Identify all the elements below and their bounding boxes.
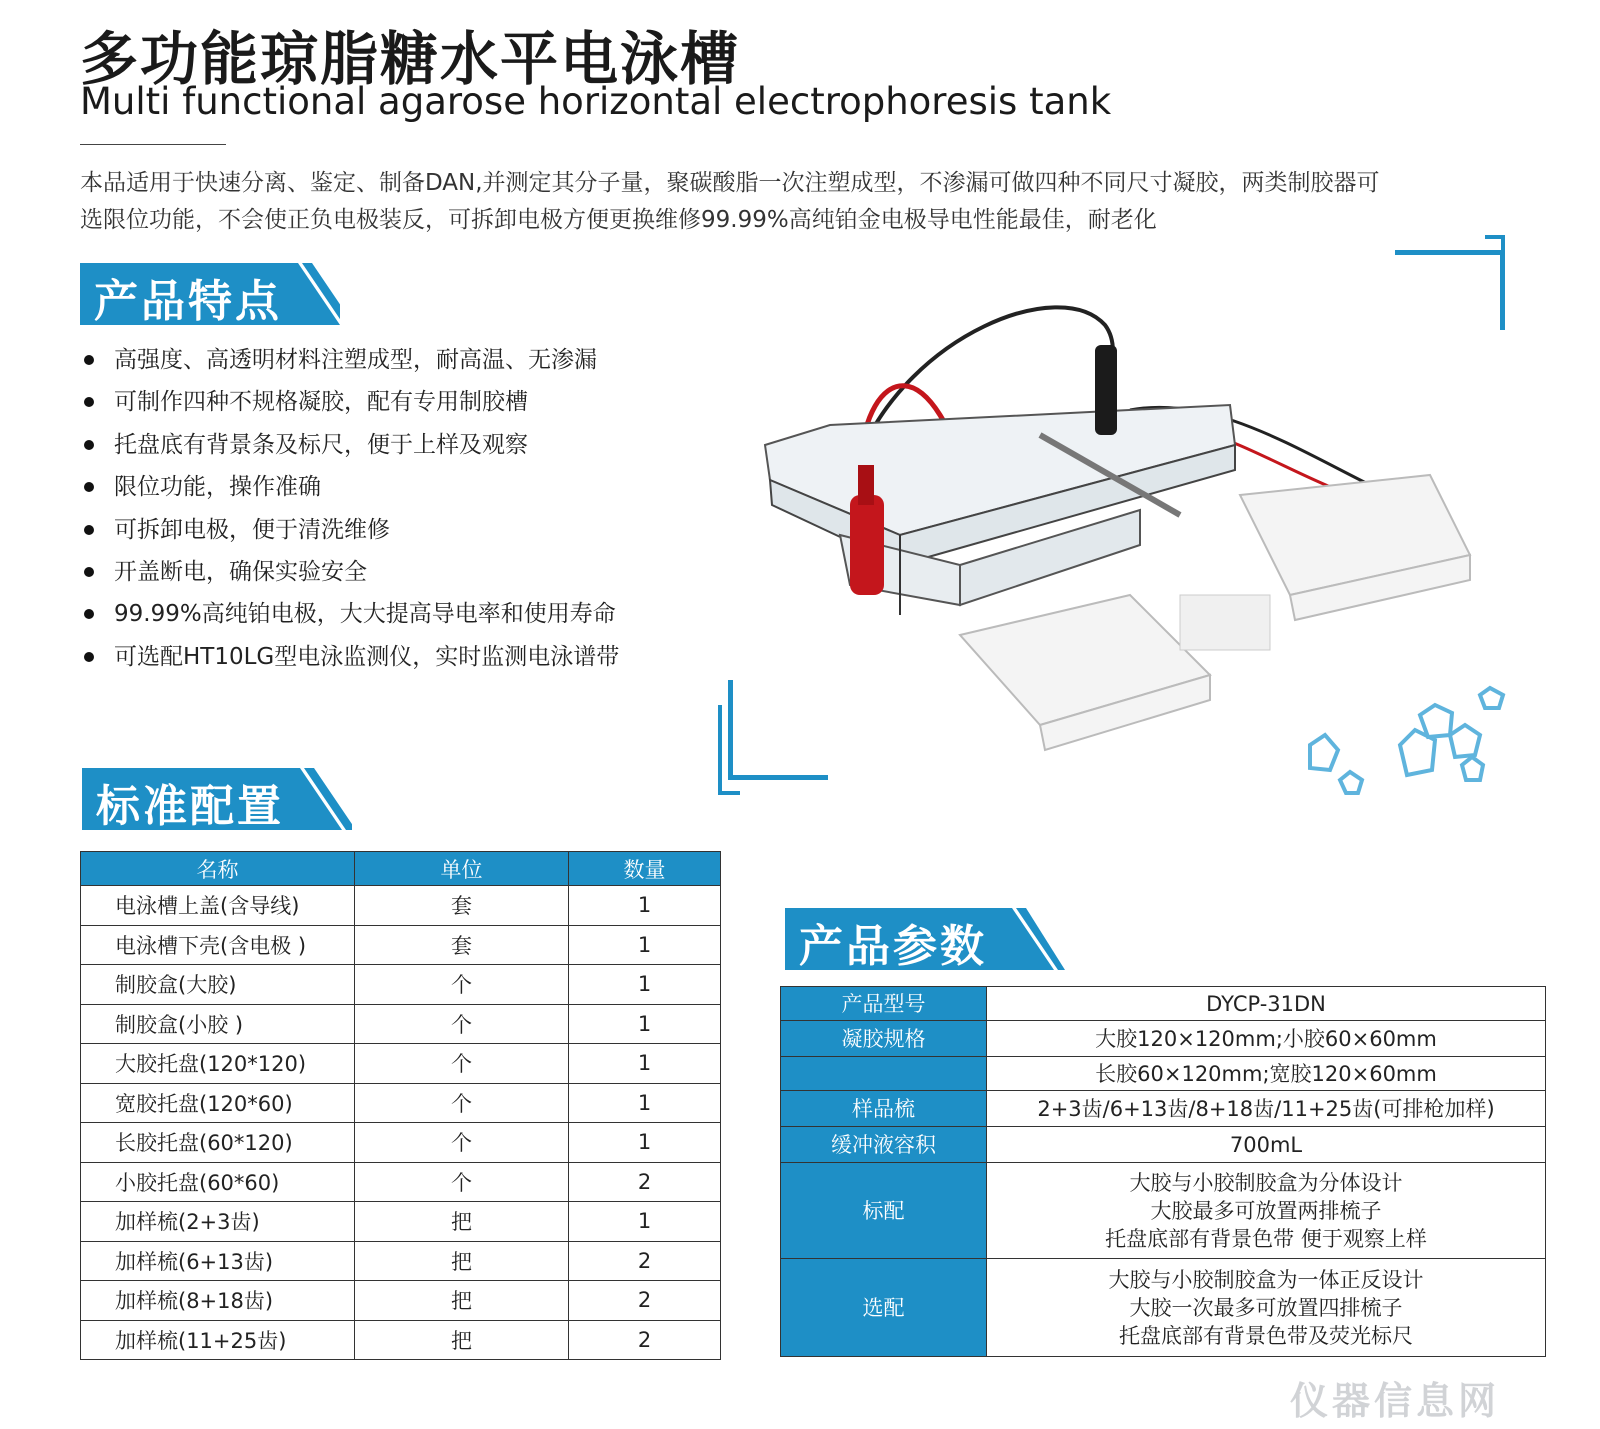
feature-item — [82, 345, 619, 387]
param-value-cell — [987, 987, 1546, 1021]
item-name-cell: 加样梳(6+13齿) — [81, 1241, 355, 1281]
bullet-icon — [84, 482, 94, 492]
feature-item — [82, 515, 619, 557]
table-row — [81, 1281, 721, 1321]
param-key-cell: 产品型号 — [781, 987, 987, 1021]
param-value-line: 2+3齿/6+13齿/8+18齿/11+25齿(可排枪加样) — [1037, 1096, 1495, 1121]
param-key-cell: 凝胶规格 — [781, 1021, 987, 1057]
intro-line: 选限位功能，不会使正负电极装反，可拆卸电极方便更换维修99.99%高纯铂金电极导电性能最佳，耐老化 — [80, 207, 1157, 233]
page-title-cn: 多功能琼脂糖水平电泳槽 — [80, 25, 741, 93]
table-header-row — [81, 852, 721, 886]
column-header: 数量 — [569, 852, 721, 886]
feature-item — [82, 430, 619, 472]
bullet-icon — [84, 525, 94, 535]
bullet-icon — [84, 397, 94, 407]
feature-text: 可制作四种不规格凝胶，配有专用制胶槽 — [114, 389, 528, 416]
hexagon-decoration — [1310, 688, 1503, 793]
config-heading-label: 标准配置 — [96, 781, 284, 832]
table-row — [781, 1259, 1546, 1357]
item-name-cell: 加样梳(11+25齿) — [81, 1320, 355, 1360]
features-list — [82, 345, 619, 684]
unit-cell: 个 — [355, 1004, 569, 1044]
param-key-cell — [781, 1057, 987, 1091]
item-name-cell: 宽胶托盘(120*60) — [81, 1083, 355, 1123]
param-key-cell: 缓冲液容积 — [781, 1127, 987, 1163]
param-value-cell — [987, 1091, 1546, 1127]
param-value-cell — [987, 1259, 1546, 1357]
unit-cell: 个 — [355, 1044, 569, 1084]
product-params-table — [780, 986, 1546, 1357]
quantity-cell: 2 — [569, 1162, 721, 1202]
bullet-icon — [84, 355, 94, 365]
config-table-body — [81, 886, 721, 1360]
quantity-cell: 2 — [569, 1241, 721, 1281]
feature-text: 高强度、高透明材料注塑成型，耐高温、无渗漏 — [114, 347, 597, 373]
quantity-cell: 1 — [569, 925, 721, 965]
quantity-cell: 1 — [569, 965, 721, 1005]
quantity-cell: 1 — [569, 1004, 721, 1044]
param-value-cell — [987, 1021, 1546, 1057]
param-value-line: 大胶最多可放置两排梳子 — [1150, 1198, 1382, 1223]
item-name-cell: 制胶盒(小胶 ) — [81, 1004, 355, 1044]
features-heading-label: 产品特点 — [94, 276, 282, 327]
bullet-icon — [84, 652, 94, 662]
table-row — [781, 1163, 1546, 1259]
page-title-en: Multi functional agarose horizontal electrophoresis tank — [80, 80, 1112, 123]
quantity-cell: 2 — [569, 1320, 721, 1360]
standard-config-table — [80, 851, 721, 1360]
config-heading — [82, 768, 342, 830]
item-name-cell: 长胶托盘(60*120) — [81, 1123, 355, 1163]
item-name-cell: 制胶盒(大胶) — [81, 965, 355, 1005]
table-row — [781, 987, 1546, 1021]
param-key-cell: 样品梳 — [781, 1091, 987, 1127]
param-value-line: 700mL — [1229, 1132, 1303, 1157]
unit-cell: 把 — [355, 1202, 569, 1242]
unit-cell: 把 — [355, 1320, 569, 1360]
feature-text: 开盖断电，确保实验安全 — [114, 558, 367, 585]
item-name-cell: 大胶托盘(120*120) — [81, 1044, 355, 1084]
table-row — [81, 1162, 721, 1202]
table-row — [781, 1127, 1546, 1163]
title-divider — [80, 144, 226, 145]
unit-cell: 套 — [355, 886, 569, 926]
param-key-cell: 选配 — [781, 1259, 987, 1357]
quantity-cell: 1 — [569, 1202, 721, 1242]
features-heading — [80, 263, 340, 325]
unit-cell: 个 — [355, 1162, 569, 1202]
table-row — [81, 1123, 721, 1163]
unit-cell: 个 — [355, 965, 569, 1005]
item-name-cell: 小胶托盘(60*60) — [81, 1162, 355, 1202]
table-row — [81, 886, 721, 926]
feature-text: 托盘底有背景条及标尺，便于上样及观察 — [114, 431, 528, 458]
quantity-cell: 2 — [569, 1281, 721, 1321]
param-key-cell: 标配 — [781, 1163, 987, 1259]
quantity-cell: 1 — [569, 1123, 721, 1163]
param-value-line: 大胶一次最多可放置四排梳子 — [1129, 1295, 1403, 1320]
item-name-cell: 加样梳(8+18齿) — [81, 1281, 355, 1321]
corner-bracket-bottom-left — [718, 680, 828, 795]
table-row — [81, 1241, 721, 1281]
intro-paragraph — [80, 165, 1550, 239]
param-value-line: 托盘底部有背景色带及荧光标尺 — [1119, 1323, 1413, 1348]
param-value-line: 大胶与小胶制胶盒为分体设计 — [1129, 1170, 1403, 1195]
item-name-cell: 电泳槽下壳(含电极 ) — [81, 925, 355, 965]
param-value-line: 大胶与小胶制胶盒为一体正反设计 — [1108, 1267, 1424, 1292]
param-value-line: DYCP-31DN — [1206, 991, 1326, 1016]
params-table-body — [781, 987, 1546, 1357]
bullet-icon — [84, 567, 94, 577]
table-row — [81, 1202, 721, 1242]
table-row — [781, 1091, 1546, 1127]
feature-item — [82, 472, 619, 514]
table-row — [781, 1057, 1546, 1091]
table-row — [81, 1044, 721, 1084]
bullet-icon — [84, 440, 94, 450]
item-name-cell: 加样梳(2+3齿) — [81, 1202, 355, 1242]
feature-text: 99.99%高纯铂电极，大大提高导电率和使用寿命 — [114, 601, 616, 628]
param-value-cell — [987, 1163, 1546, 1259]
params-heading-label: 产品参数 — [799, 921, 987, 972]
quantity-cell: 1 — [569, 1044, 721, 1084]
param-value-line: 长胶60×120mm;宽胶120×60mm — [1095, 1061, 1437, 1086]
bullet-icon — [84, 609, 94, 619]
feature-item — [82, 557, 619, 599]
param-value-cell — [987, 1127, 1546, 1163]
params-heading — [785, 908, 1055, 970]
caster-left — [960, 595, 1210, 750]
table-row — [81, 1004, 721, 1044]
param-value-line: 托盘底部有背景色带 便于观察上样 — [1105, 1226, 1427, 1251]
unit-cell: 个 — [355, 1123, 569, 1163]
corner-bracket-top-right — [1395, 235, 1505, 330]
table-row — [81, 1083, 721, 1123]
unit-cell: 个 — [355, 1083, 569, 1123]
unit-cell: 套 — [355, 925, 569, 965]
quantity-cell: 1 — [569, 1083, 721, 1123]
feature-item — [82, 642, 619, 684]
feature-text: 可选配HT10LG型电泳监测仪，实时监测电泳谱带 — [114, 643, 620, 670]
table-row — [781, 1021, 1546, 1057]
quantity-cell: 1 — [569, 886, 721, 926]
table-row — [81, 925, 721, 965]
item-name-cell: 电泳槽上盖(含导线) — [81, 886, 355, 926]
feature-text: 限位功能，操作准确 — [114, 474, 321, 501]
table-row — [81, 1320, 721, 1360]
intro-line: 本品适用于快速分离、鉴定、制备DAN,并测定其分子量，聚碳酸脂一次注塑成型，不渗漏可做四种不同尺寸凝胶，两类制胶器可 — [80, 170, 1380, 196]
unit-cell: 把 — [355, 1281, 569, 1321]
column-header: 名称 — [81, 852, 355, 886]
product-illustration — [710, 235, 1590, 825]
caster-right — [1240, 475, 1470, 620]
feature-item — [82, 599, 619, 641]
param-value-line: 大胶120×120mm;小胶60×60mm — [1095, 1026, 1437, 1051]
table-row — [81, 965, 721, 1005]
feature-item — [82, 387, 619, 429]
unit-cell: 把 — [355, 1241, 569, 1281]
param-value-cell — [987, 1057, 1546, 1091]
column-header: 单位 — [355, 852, 569, 886]
watermark-text: 仪器信息网 — [1290, 1379, 1501, 1423]
feature-text: 可拆卸电极，便于清洗维修 — [114, 516, 390, 543]
watermark-logo — [1290, 1370, 1500, 1425]
